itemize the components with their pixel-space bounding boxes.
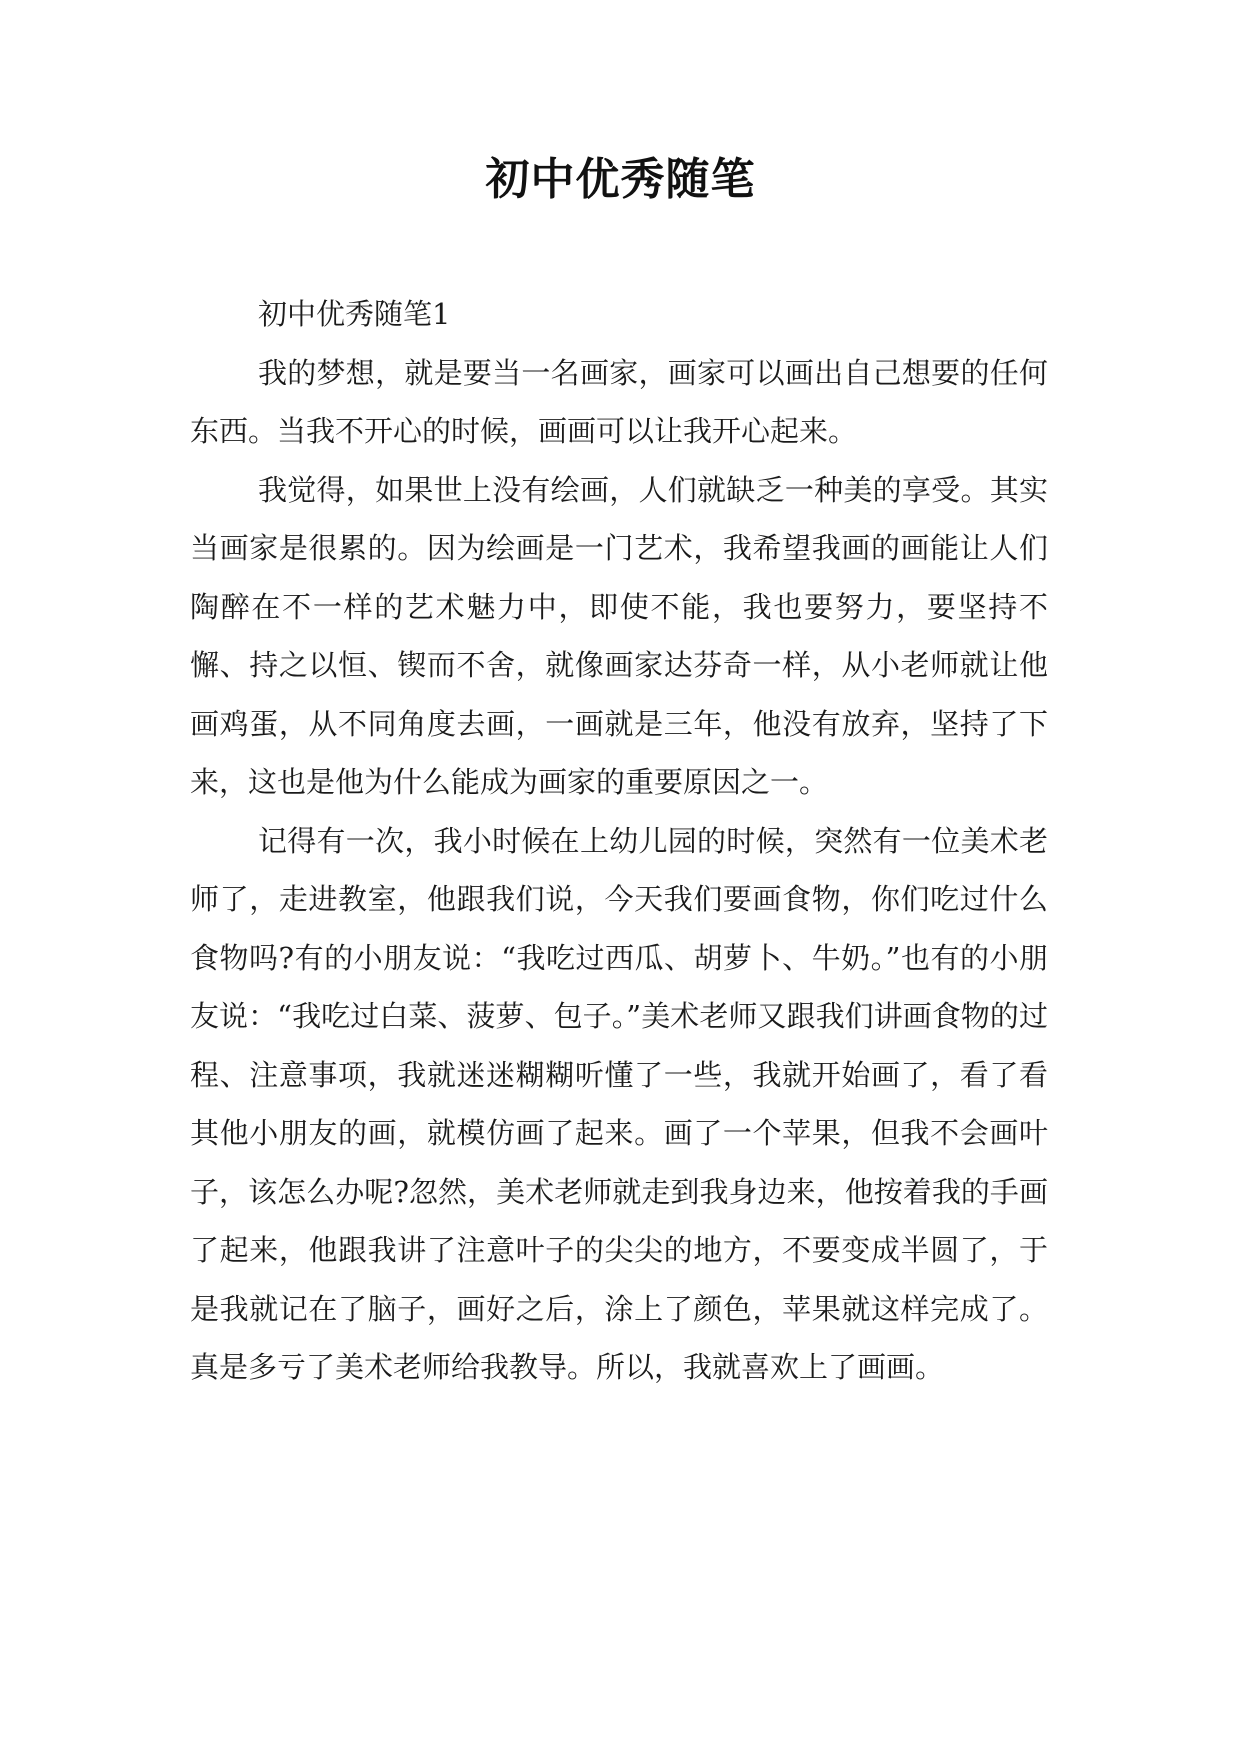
- paragraph: 我的梦想，就是要当一名画家，画家可以画出自己想要的任何东西。当我不开心的时候，画画可以让我开心起来。: [190, 355, 1048, 448]
- paragraph: 我觉得，如果世上没有绘画，人们就缺乏一种美的享受。其实当画家是很累的。因为绘画是一门艺术，我希望我画的画能让人们陶醉在不一样的艺术魅力中，即使不能，我也要努力，要坚持不懈、持之以恒、锲而不舍，就像画家达芬奇一样，从小老师就让他画鸡蛋，从不同角度去画，一画就是三年，他没有放弃，坚持了下来，这也是他为什么能成为画家的重要原因之一。: [190, 472, 1048, 799]
- section-heading: 初中优秀随笔1: [258, 297, 451, 331]
- paragraph: 记得有一次，我小时候在上幼儿园的时候，突然有一位美术老师了，走进教室，他跟我们说，今天我们要画食物，你们吃过什么食物吗?有的小朋友说：“我吃过西瓜、胡萝卜、牛奶。”也有的小朋友说：“我吃过白菜、菠萝、包子。”美术老师又跟我们讲画食物的过程、注意事项，我就迷迷糊糊听懂了一些，我就开始画了，看了看其他小朋友的画，就模仿画了起来。画了一个苹果，但我不会画叶子，该怎么办呢?忽然，美术老师就走到我身边来，他按着我的手画了起来，他跟我讲了注意叶子的尖尖的地方，不要变成半圆了，于是我就记在了脑子，画好之后，涂上了颜色，苹果就这样完成了。真是多亏了美术老师给我教导。所以，我就喜欢上了画画。: [190, 823, 1048, 1384]
- document-title: 初中优秀随笔: [485, 154, 756, 205]
- document-body: [190, 285, 1048, 1397]
